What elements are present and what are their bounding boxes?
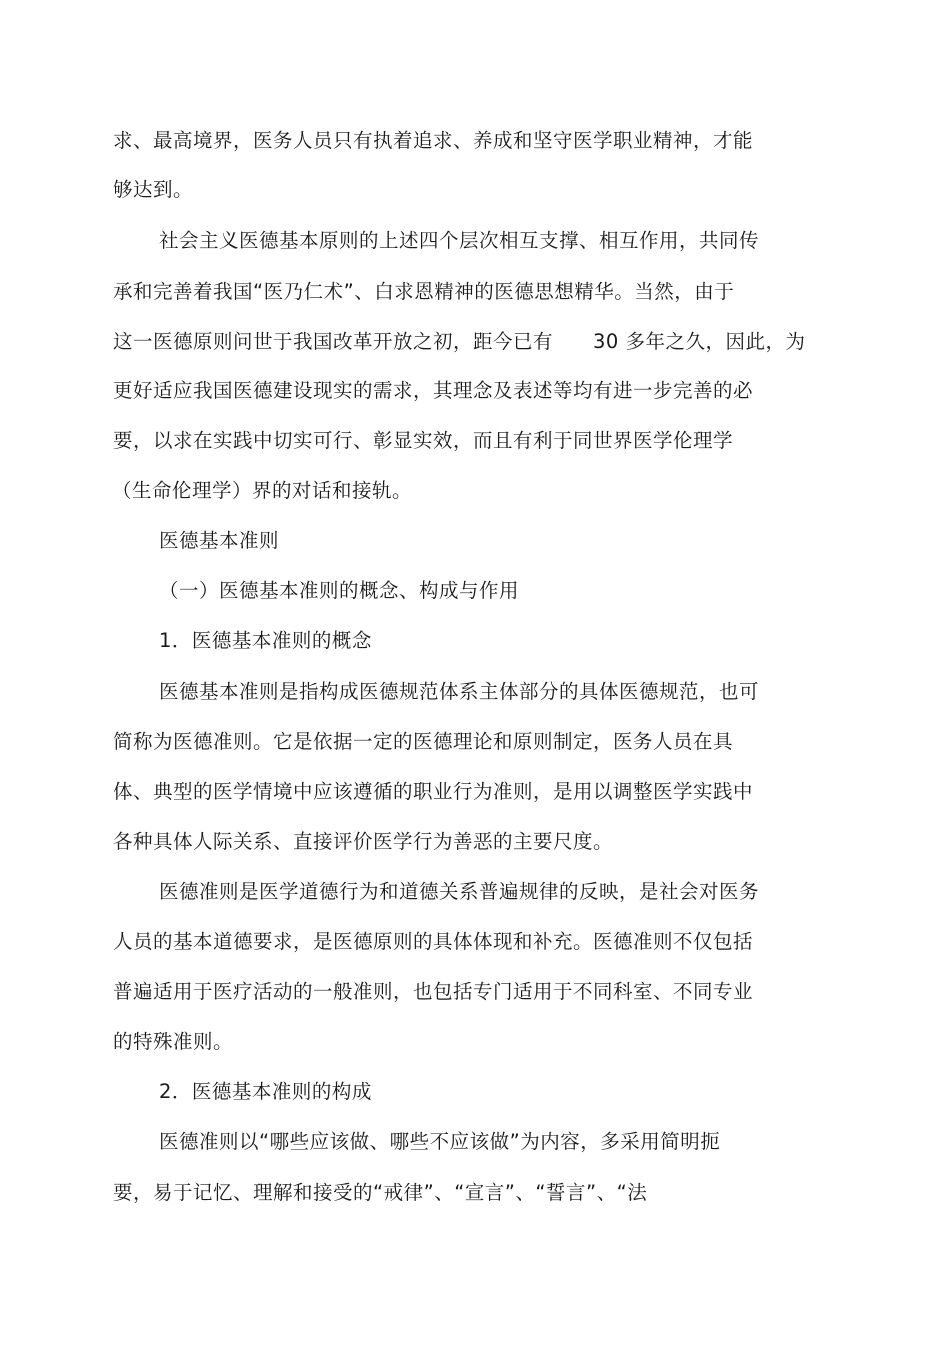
- text-line: 够达到。: [113, 178, 194, 201]
- paragraph-start-line: 社会主义医德基本原则的上述四个层次相互支撑、相互作用，共同传: [159, 229, 760, 252]
- text-line: 人员的基本道德要求，是医德原则的具体体现和补充。医德准则不仅包括: [113, 930, 754, 953]
- text-line: 简称为医德准则。它是依据一定的医德理论和原则制定，医务人员在具: [113, 730, 734, 753]
- text-line: 更好适应我国医德建设现实的需求，其理念及表述等均有进一步完善的必: [113, 379, 754, 402]
- text-line: 的特殊准则。: [113, 1030, 234, 1053]
- paragraph-start-line: 医德准则以“哪些应该做、哪些不应该做”为内容，多采用简明扼: [159, 1130, 721, 1153]
- text-line: 这一医德原则问世于我国改革开放之初，距今已有 30 多年之久，因此，为: [113, 330, 806, 353]
- text-line: 各种具体人际关系、直接评价医学行为善恶的主要尺度。: [113, 830, 614, 853]
- text-line: 承和完善着我国“医乃仁术”、白求恩精神的医德思想精华。当然，由于: [113, 280, 735, 303]
- text-line: 要，以求在实践中切实可行、彰显实效，而且有利于同世界医学伦理学: [113, 429, 734, 452]
- item-heading-1: 1．医德基本准则的概念: [159, 629, 372, 652]
- subsection-heading: （一）医德基本准则的概念、构成与作用: [159, 579, 520, 602]
- text-line: 求、最高境界，医务人员只有执着追求、养成和坚守医学职业精神，才能: [113, 129, 754, 152]
- text-line: 要，易于记忆、理解和接受的“戒律”、“宣言”、“誓言”、“法: [113, 1181, 648, 1204]
- section-heading: 医德基本准则: [159, 529, 280, 552]
- item-heading-2: 2．医德基本准则的构成: [159, 1080, 372, 1103]
- text-line: 普遍适用于医疗活动的一般准则，也包括专门适用于不同科室、不同专业: [113, 980, 754, 1003]
- text-line: （生命伦理学）界的对话和接轨。: [112, 479, 413, 502]
- paragraph-start-line: 医德基本准则是指构成医德规范体系主体部分的具体医德规范，也可: [159, 680, 760, 703]
- paragraph-start-line: 医德准则是医学道德行为和道德关系普遍规律的反映，是社会对医务: [159, 880, 760, 903]
- text-line: 体、典型的医学情境中应该遵循的职业行为准则，是用以调整医学实践中: [113, 780, 754, 803]
